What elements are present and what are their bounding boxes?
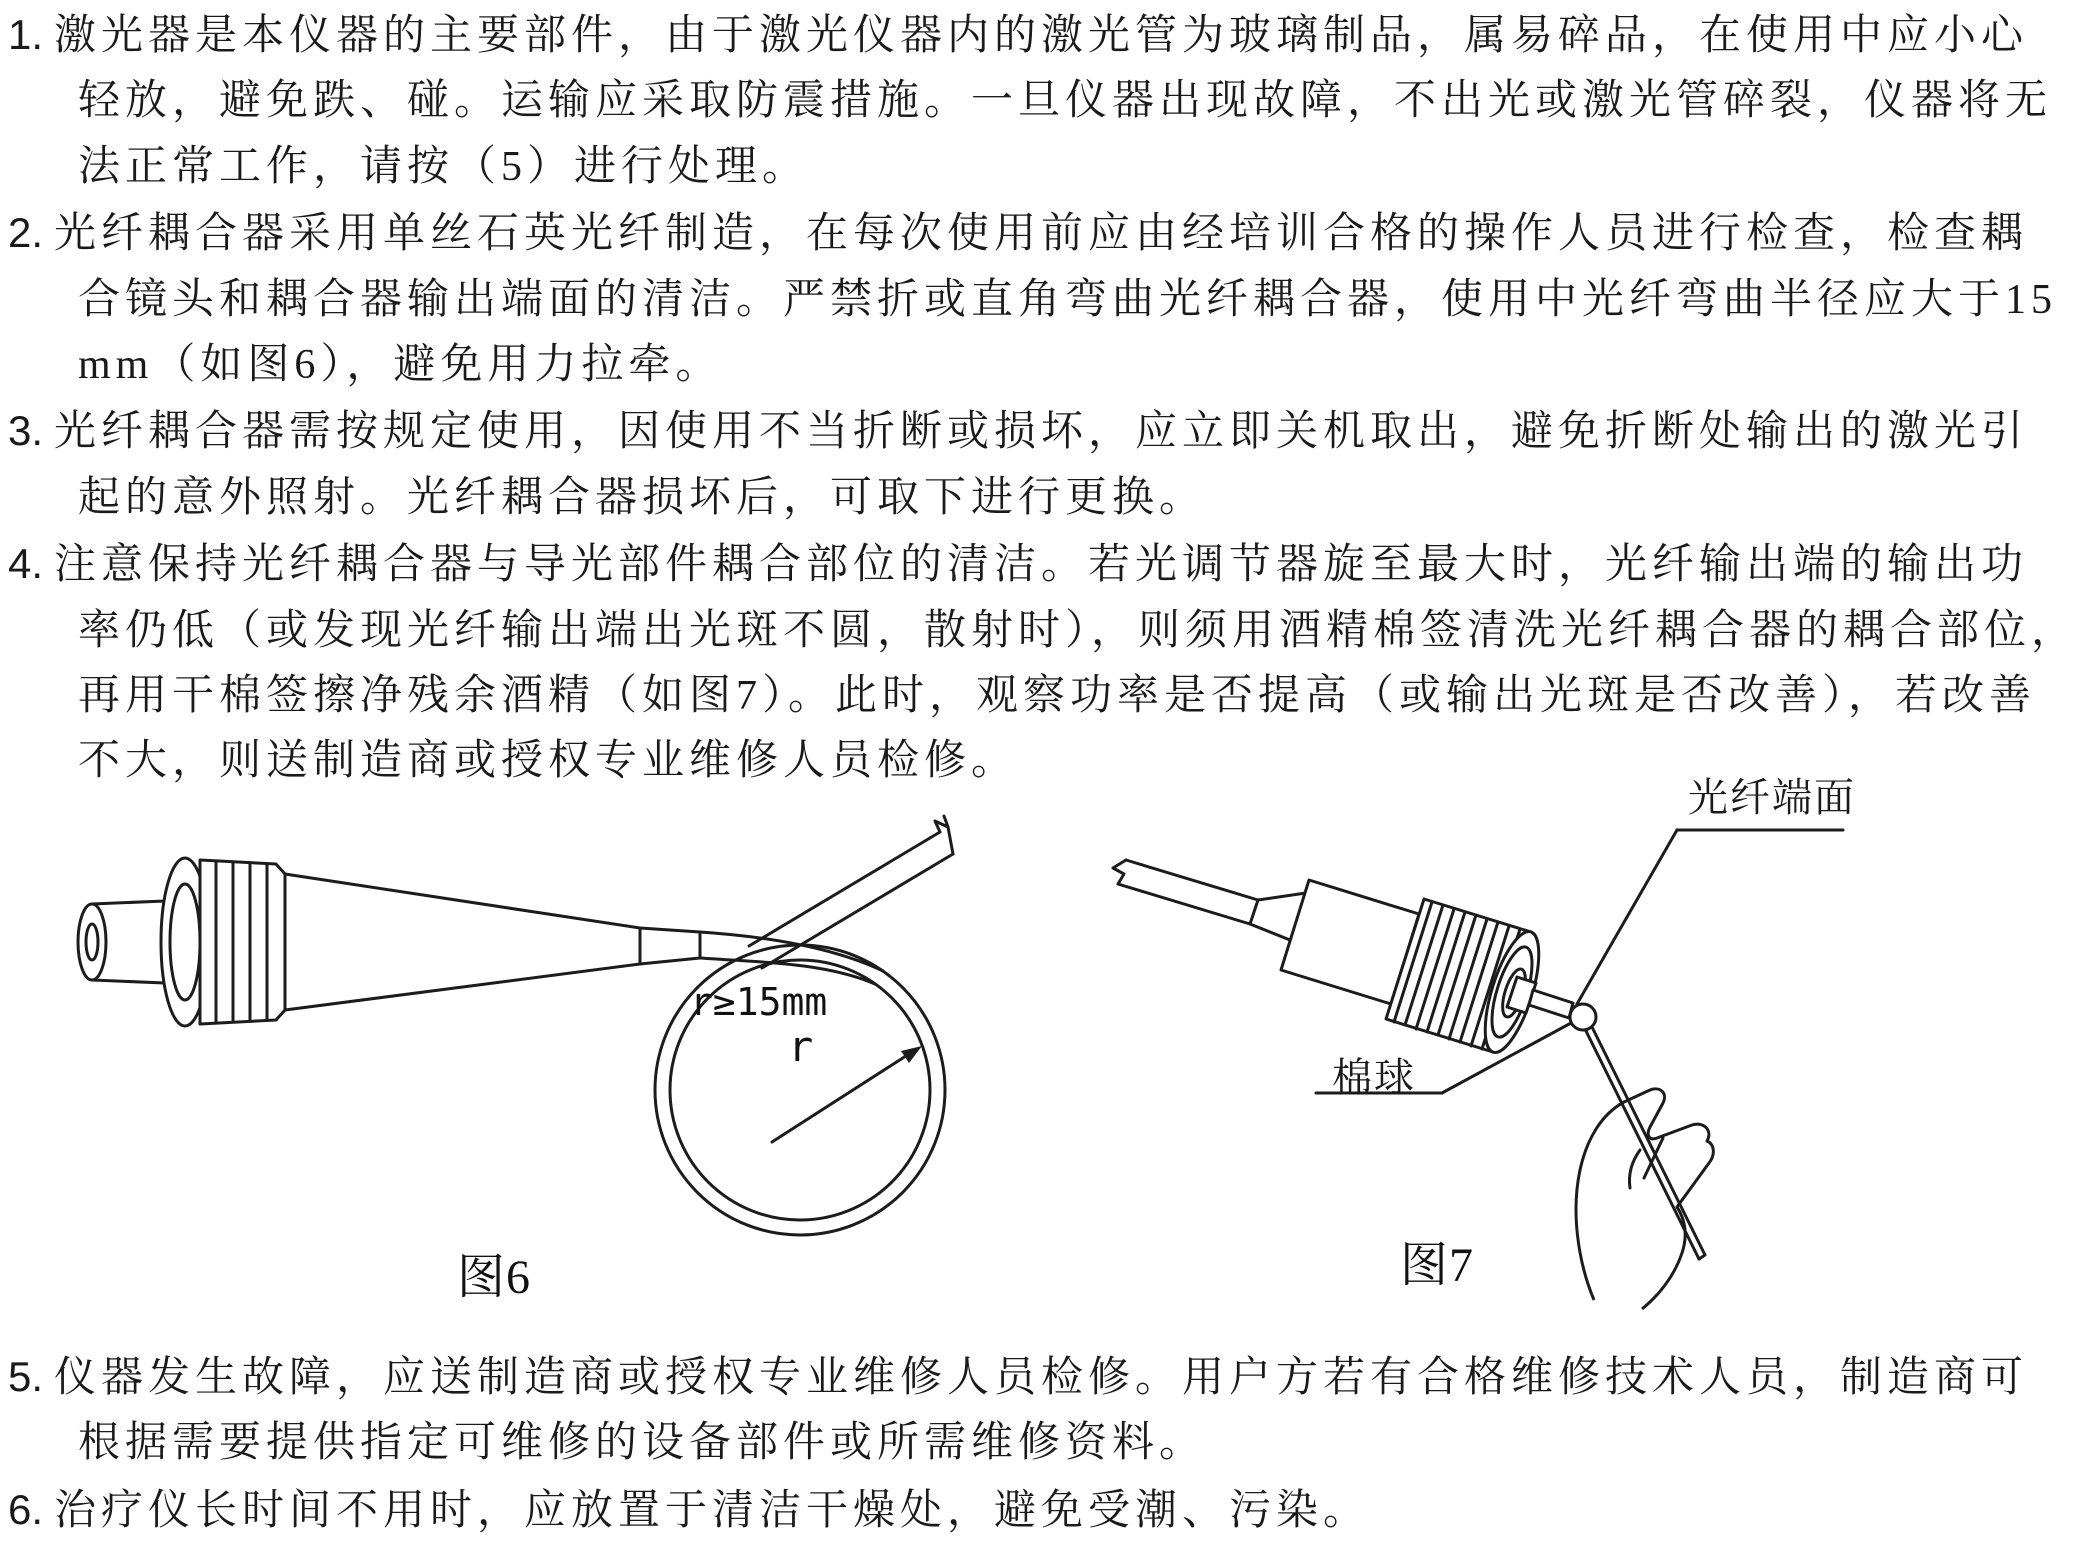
- item-text-line: 注意保持光纤耦合器与导光部件耦合部位的清洁。若光调节器旋至最大时，光纤输出端的输出功: [54, 542, 2029, 589]
- item-number: 2.: [8, 209, 44, 257]
- radius-note: r≥15mm: [690, 980, 828, 1024]
- figure6-caption: 图6: [457, 1251, 532, 1304]
- item-text-line: 合镜头和耦合器输出端面的清洁。严禁折或直角弯曲光纤耦合器，使用中光纤弯曲半径应大于15: [78, 276, 2058, 323]
- label-fiber-end-face: 光纤端面: [1688, 775, 1856, 820]
- item-number: 1.: [8, 11, 44, 58]
- instructions-upper: [8, 2, 2079, 795]
- list-item: [8, 1477, 2072, 1544]
- fiber-broken-end: [935, 816, 948, 832]
- list-item: [8, 531, 2079, 795]
- figures-drawing: [0, 760, 2080, 1320]
- item-text-line: 治疗仪长时间不用时，应放置于清洁干燥处，避免受潮、污染。: [54, 1487, 1371, 1534]
- list-item: [8, 2, 2072, 200]
- item-text-line: 光纤耦合器采用单丝石英光纤制造，在每次使用前应由经培训合格的操作人员进行检查，检查耦: [54, 211, 2029, 258]
- taper-body: [285, 874, 640, 1010]
- list-item: [8, 200, 2072, 398]
- connector-tip: [78, 904, 106, 980]
- item-number: 6.: [8, 1485, 44, 1533]
- item-text-line: 起的意外照射。光纤耦合器损坏后，可取下进行更换。: [78, 474, 1207, 521]
- item-text-line: 率仍低（或发现光纤输出端出光斑不圆，散射时），则须用酒精棉签清洗光纤耦合器的耦合部位，: [78, 607, 2079, 654]
- radius-symbol: r: [788, 1022, 814, 1071]
- item-text-line: 激光器是本仪器的主要部件，由于激光仪器内的激光管为玻璃制品，属易碎品，在使用中应小心: [54, 13, 2029, 59]
- instructions-lower: [8, 1344, 2072, 1544]
- cable-broken-end: [1113, 860, 1126, 884]
- item-text-line: mm（如图6），避免用力拉牵。: [78, 342, 723, 389]
- item-number: 3.: [8, 407, 44, 455]
- label-cotton-ball: 棉球: [1332, 1055, 1416, 1100]
- item-text-line: 光纤耦合器需按规定使用，因使用不当折断或损坏，应立即关机取出，避免折断处输出的激光引: [54, 409, 2029, 456]
- figure7-caption: 图7: [1400, 1239, 1475, 1292]
- figure7-drawing: [1113, 830, 1843, 1309]
- item-number: 5.: [8, 1353, 44, 1400]
- list-item: [8, 1344, 2072, 1477]
- list-item: [8, 398, 2072, 531]
- item-text-line: 法正常工作，请按（5）进行处理。: [78, 143, 810, 190]
- item-text-line: 轻放，避免跌、碰。运输应采取防震措施。一旦仪器出现故障，不出光或激光管碎裂，仪器将无: [78, 78, 2053, 125]
- figure6-drawing: [78, 816, 953, 1235]
- leader-fiber-end: [1577, 830, 1843, 1004]
- item-text-line: 仪器发生故障，应送制造商或授权专业维修人员检修。用户方若有合格维修技术人员，制造商可: [54, 1355, 2029, 1401]
- knurled-nut: [200, 860, 285, 1024]
- ferrule: [1529, 990, 1573, 1018]
- item-text-line: 根据需要提供指定可维修的设备部件或所需维修资料。: [78, 1420, 1207, 1467]
- item-number: 4.: [8, 540, 44, 588]
- item-text-line: 再用干棉签擦净残余酒精（如图7）。此时，观察功率是否提高（或输出光斑是否改善），若改善: [78, 673, 2037, 720]
- hand-outline: [1576, 1089, 1713, 1309]
- item-text-line: 不大，则送制造商或授权专业维修人员检修。: [78, 738, 1019, 785]
